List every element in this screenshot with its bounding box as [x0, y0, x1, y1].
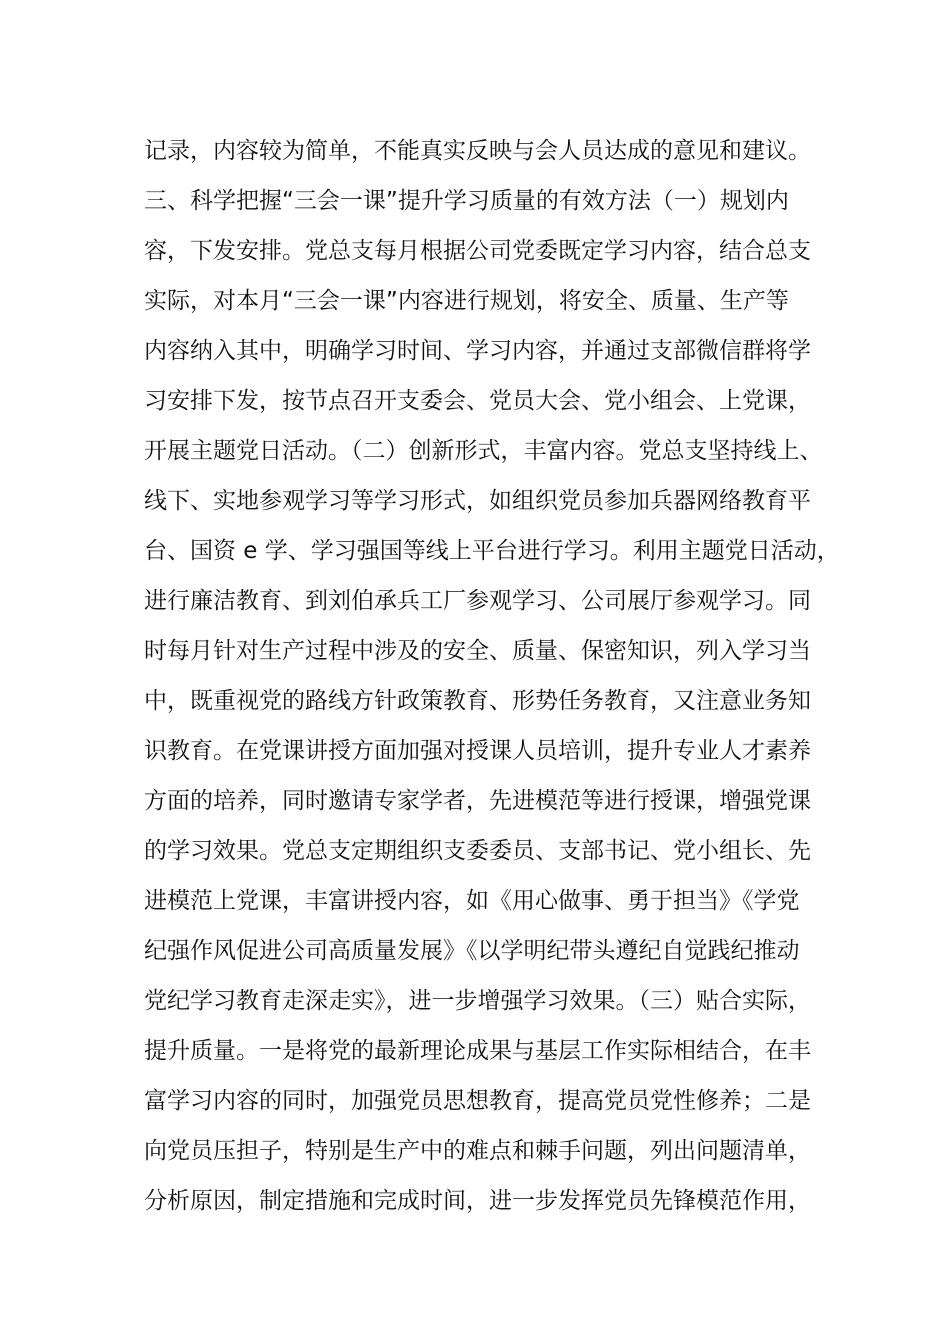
- text-line-11: 时每月针对生产过程中涉及的安全、质量、保密知识，列入学习当: [144, 638, 811, 664]
- text-line-7: 开展主题党日活动。（二）创新形式，丰富内容。党总支坚持线上、: [144, 438, 823, 464]
- text-line-5: 内容纳入其中，明确学习时间、学习内容，并通过支部微信群将学: [144, 338, 811, 364]
- text-line-8: 线下、实地参观学习等学习形式，如组织党员参加兵器网络教育平: [144, 488, 811, 514]
- text-line-6: 习安排下发，按节点召开支委会、党员大会、党小组会、上党课，: [144, 388, 811, 414]
- text-line-14: 方面的培养，同时邀请专家学者，先进模范等进行授课，增强党课: [144, 788, 811, 814]
- text-line-19: 提升质量。一是将党的最新理论成果与基层工作实际相结合，在丰: [144, 1038, 811, 1064]
- text-line-16: 进模范上党课，丰富讲授内容，如《用心做事、勇于担当》《学党: [144, 888, 800, 914]
- text-line-1: 记录，内容较为简单，不能真实反映与会人员达成的意见和建议。: [144, 138, 811, 164]
- text-line-17: 纪强作风促进公司高质量发展》《以学明纪带头遵纪自觉践纪推动: [144, 938, 800, 964]
- text-line-2: 三、科学把握“三会一课”提升学习质量的有效方法（一）规划内: [144, 188, 789, 214]
- body-text: [144, 126, 840, 1226]
- text-line-12: 中，既重视党的路线方针政策教育、形势任务教育，又注意业务知: [144, 688, 811, 714]
- text-line-10: 进行廉洁教育、到刘伯承兵工厂参观学习、公司展厅参观学习。同: [144, 588, 811, 614]
- text-line-15: 的学习效果。党总支定期组织支委委员、支部书记、党小组长、先: [144, 838, 811, 864]
- text-line-13: 识教育。在党课讲授方面加强对授课人员培训，提升专业人才素养: [144, 738, 811, 764]
- text-line-18: 党纪学习教育走深走实》，进一步增强学习效果。（三）贴合实际，: [144, 988, 811, 1014]
- text-line-22: 分析原因，制定措施和完成时间，进一步发挥党员先锋模范作用，: [144, 1188, 811, 1214]
- text-line-20: 富学习内容的同时，加强党员思想教育，提高党员党性修养；二是: [144, 1088, 811, 1114]
- text-line-9: 台、国资 e 学、学习强国等线上平台进行学习。利用主题党日活动，: [144, 538, 840, 564]
- text-line-21: 向党员压担子，特别是生产中的难点和棘手问题，列出问题清单，: [144, 1138, 811, 1164]
- text-line-4: 实际，对本月“三会一课”内容进行规划，将安全、质量、生产等: [144, 288, 789, 314]
- text-line-3: 容，下发安排。党总支每月根据公司党委既定学习内容，结合总支: [144, 238, 811, 264]
